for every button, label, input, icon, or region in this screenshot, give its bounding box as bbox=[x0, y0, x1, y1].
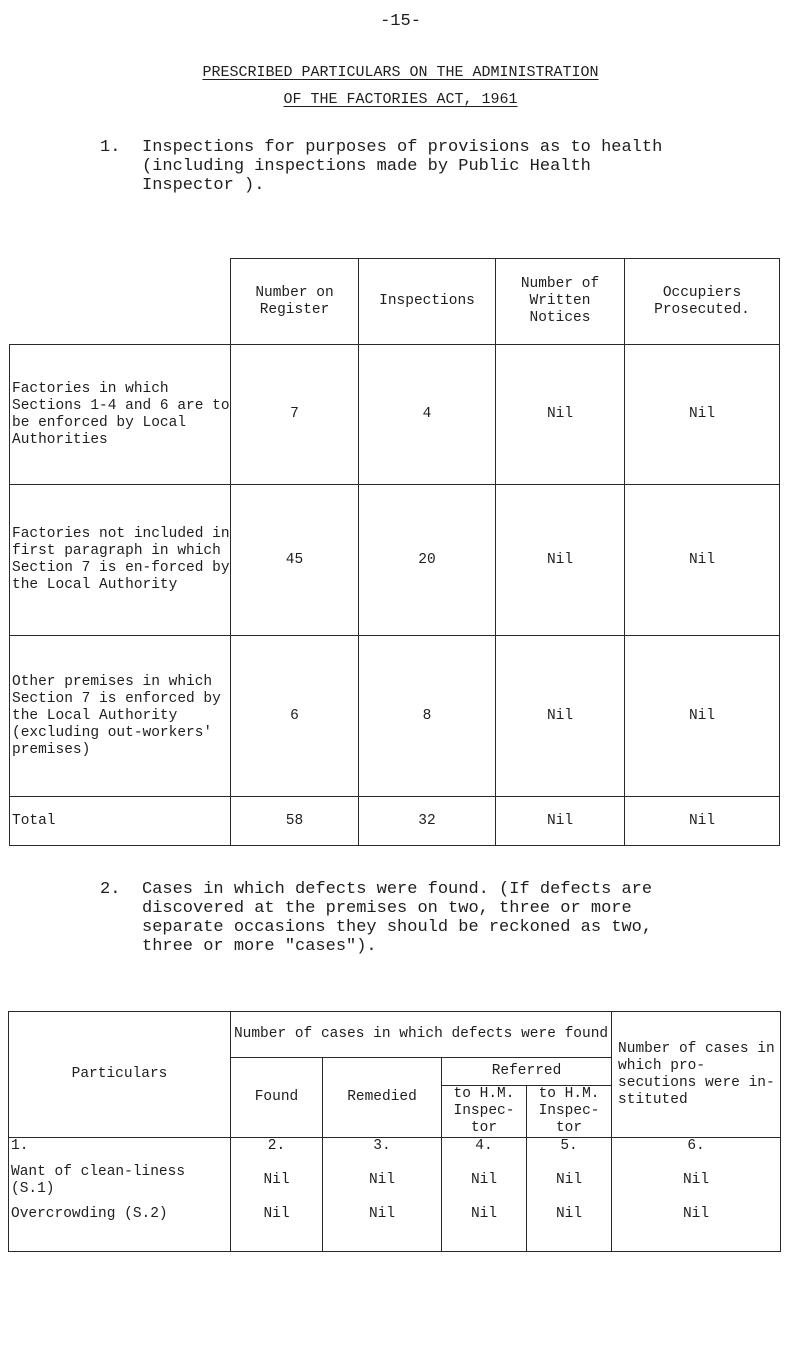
header-referred: Referred bbox=[442, 1058, 612, 1086]
section1-number: 1. bbox=[100, 138, 121, 157]
inspections-header-row bbox=[10, 259, 780, 345]
row-label: Total bbox=[10, 797, 231, 846]
cell-value: Nil bbox=[527, 1160, 612, 1202]
cell-value: Nil bbox=[231, 1160, 323, 1202]
cell-value: Nil bbox=[231, 1202, 323, 1252]
header-to-hm-inspector: to H.M. Inspec-tor bbox=[442, 1086, 527, 1138]
cell-value: 32 bbox=[359, 797, 496, 846]
cell-value: 45 bbox=[231, 485, 359, 636]
cell-value: Nil bbox=[442, 1202, 527, 1252]
section1-line2: (including inspections made by Public Health bbox=[142, 157, 591, 176]
cell-value: Nil bbox=[612, 1202, 781, 1252]
cell-value: 7 bbox=[231, 345, 359, 485]
cell-value: Nil bbox=[496, 636, 625, 797]
column-number: 2. bbox=[231, 1138, 323, 1160]
section2-line2: discovered at the premises on two, three or more bbox=[142, 899, 632, 918]
table-row bbox=[10, 485, 780, 636]
table-row bbox=[10, 636, 780, 797]
header-prosecutions: Number of cases in which pro-secutions were in-stituted bbox=[612, 1012, 781, 1138]
cell-value: Nil bbox=[496, 485, 625, 636]
column-number: 3. bbox=[323, 1138, 442, 1160]
row-label: Overcrowding (S.2) bbox=[9, 1202, 231, 1252]
cell-value: Nil bbox=[323, 1202, 442, 1252]
column-number: 1. bbox=[9, 1138, 231, 1160]
table-row bbox=[9, 1160, 781, 1202]
header-found: Found bbox=[231, 1058, 323, 1138]
section2-line3: separate occasions they should be reckoned as two, bbox=[142, 918, 653, 937]
title-line-1: PRESCRIBED PARTICULARS ON THE ADMINISTRATION bbox=[202, 64, 599, 81]
cell-value: 4 bbox=[359, 345, 496, 485]
column-number: 6. bbox=[612, 1138, 781, 1160]
section1-line1: 1. Inspections for purposes of provisions as to health bbox=[100, 138, 663, 157]
cell-value: Nil bbox=[496, 345, 625, 485]
row-label: Factories not included in first paragraph in which Section 7 is en-forced by the Local Authority bbox=[10, 485, 231, 636]
cell-value: Nil bbox=[625, 797, 780, 846]
cell-value: Nil bbox=[527, 1202, 612, 1252]
title-line-2: OF THE FACTORIES ACT, 1961 bbox=[283, 91, 518, 108]
column-number: 5. bbox=[527, 1138, 612, 1160]
cell-value: Nil bbox=[496, 797, 625, 846]
header-remedied: Remedied bbox=[323, 1058, 442, 1138]
defects-table bbox=[8, 1011, 781, 1252]
header-occupiers-prosecuted: Occupiers Prosecuted. bbox=[625, 259, 780, 345]
section2-number: 2. bbox=[100, 880, 121, 899]
cell-value: Nil bbox=[625, 636, 780, 797]
cell-value: 20 bbox=[359, 485, 496, 636]
cell-value: Nil bbox=[625, 345, 780, 485]
column-number-row bbox=[9, 1138, 781, 1160]
section2-line4: three or more "cases"). bbox=[142, 937, 377, 956]
cell-value: Nil bbox=[612, 1160, 781, 1202]
section2-line1: 2. Cases in which defects were found. (If defects are bbox=[100, 880, 653, 899]
inspections-table bbox=[9, 258, 780, 846]
header-defects-found-group: Number of cases in which defects were found bbox=[231, 1012, 612, 1058]
cell-value: 8 bbox=[359, 636, 496, 797]
row-label: Factories in which Sections 1-4 and 6 are to be enforced by Local Authorities bbox=[10, 345, 231, 485]
section1-line3: Inspector ). bbox=[142, 176, 265, 195]
column-number: 4. bbox=[442, 1138, 527, 1160]
row-label: Other premises in which Section 7 is enforced by the Local Authority (excluding out-workers' premises) bbox=[10, 636, 231, 797]
total-row bbox=[10, 797, 780, 846]
header-written-notices: Number of Written Notices bbox=[496, 259, 625, 345]
table-row bbox=[10, 345, 780, 485]
defects-header-row-1 bbox=[9, 1012, 781, 1058]
header-to-hm-inspector-2: to H.M. Inspec-tor bbox=[527, 1086, 612, 1138]
cell-value: Nil bbox=[323, 1160, 442, 1202]
page-number: -15- bbox=[380, 12, 421, 31]
header-inspections: Inspections bbox=[359, 259, 496, 345]
cell-value: Nil bbox=[442, 1160, 527, 1202]
cell-value: 6 bbox=[231, 636, 359, 797]
row-label: Want of clean-liness (S.1) bbox=[9, 1160, 231, 1202]
cell-value: 58 bbox=[231, 797, 359, 846]
table-row bbox=[9, 1202, 781, 1252]
header-blank-cell bbox=[10, 259, 231, 345]
cell-value: Nil bbox=[625, 485, 780, 636]
header-number-on-register: Number on Register bbox=[231, 259, 359, 345]
header-particulars: Particulars bbox=[9, 1012, 231, 1138]
